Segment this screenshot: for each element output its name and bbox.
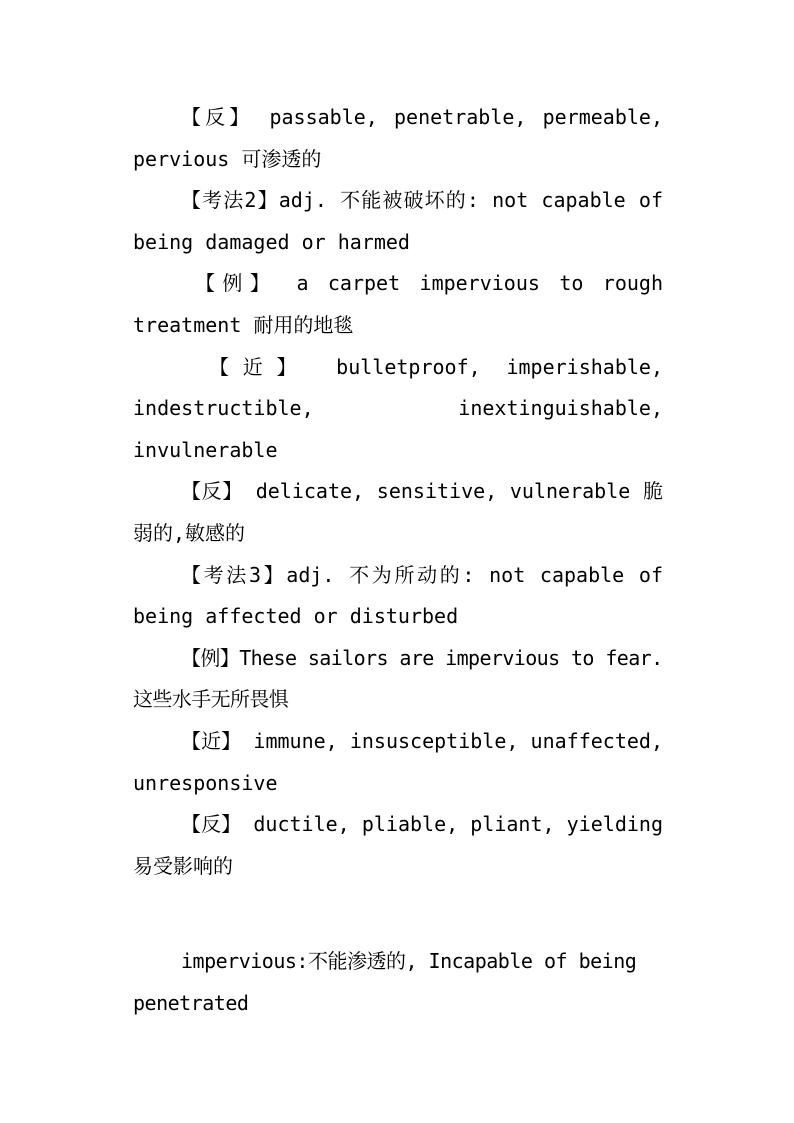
label-antonym-3: 【反】 [181,812,242,837]
example-text-2: These sailors are impervious to fear. 这些水手无所畏惧 [133,645,663,712]
usage-3-text: adj. 不为所动的: not capable of being affected or disturbed [133,562,663,629]
synonym-paragraph-2 [133,721,663,804]
label-synonym-2: 【近】 [181,728,242,753]
usage-2-text: adj. 不能被破坏的: not capable of being damaged or harmed [133,188,663,254]
antonym-text-3: ductile, pliable, pliant, yielding 易受影响的 [133,812,664,878]
paragraph-gap [133,887,663,941]
antonym-paragraph-3 [133,804,663,887]
label-synonym-1: 【近】 [209,354,311,379]
label-usage-2: 【考法2】 [181,188,279,213]
antonym-paragraph-1 [133,97,663,180]
synonym-paragraph-1 [133,347,663,472]
label-antonym-1: 【反】 [181,105,254,129]
label-example-1: 【例】 [195,271,278,296]
antonym-paragraph-2 [133,471,663,554]
label-antonym-2: 【反】 [181,479,243,504]
document-body [133,97,663,1024]
synonym-text-2: immune, insusceptible, unaffected, unresponsive [133,728,663,795]
example-paragraph-1 [133,263,663,346]
example-text-1: a carpet impervious to rough treatment 耐用的地毯 [133,271,663,337]
synonym-text-1: bulletproof, imperishable, indestructible, inextinguishable, invulnerable [133,354,664,462]
label-example-2: 【例】 [181,645,240,670]
example-paragraph-2 [133,638,663,721]
antonym-text-1: passable, penetrable, permeable, pervious 可渗透的 [133,105,664,171]
definition-paragraph: impervious:不能渗透的, Incapable of being penetrated [133,949,637,1015]
usage-2-paragraph [133,180,663,263]
antonym-text-2: delicate, sensitive, vulnerable 脆弱的,敏感的 [133,479,664,545]
label-usage-3: 【考法3】 [181,562,287,587]
usage-3-paragraph [133,555,663,638]
